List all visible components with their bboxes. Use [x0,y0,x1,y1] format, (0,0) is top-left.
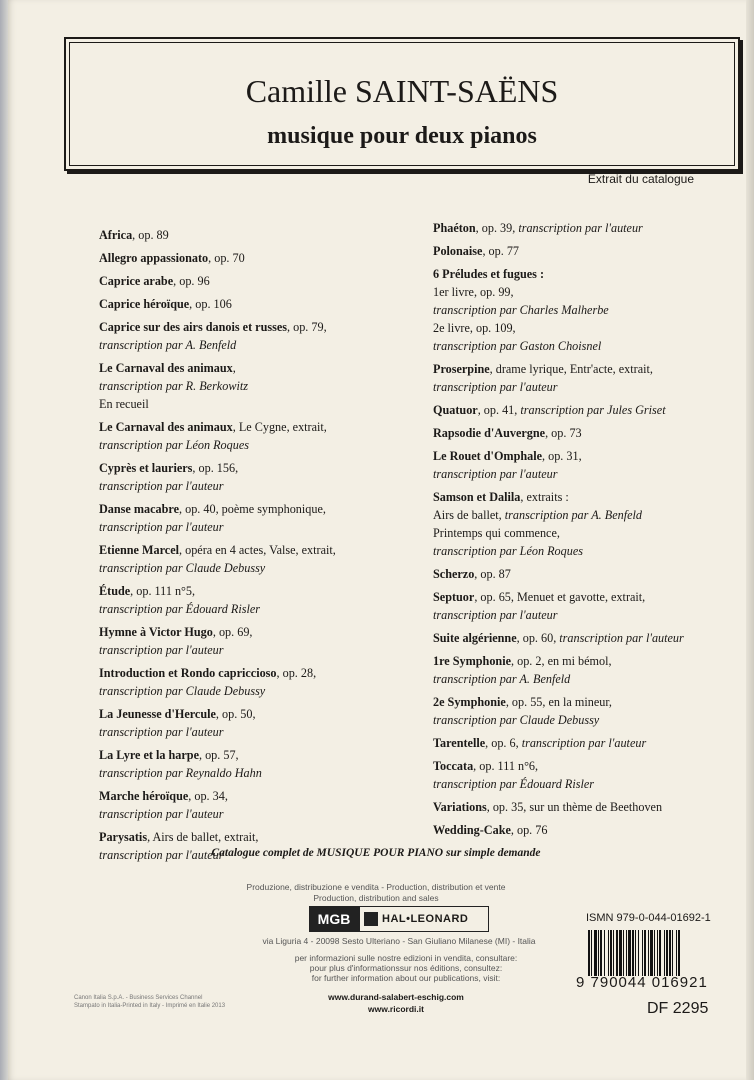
complete-catalogue-note: Catalogue complet de MUSIQUE POUR PIANO sur simple demande [211,847,541,859]
work-details: , opéra en 4 actes, Valse, extrait, [179,543,336,557]
work-title: Suite algérienne [433,631,517,645]
entry-line [99,787,399,805]
transcription-credit: transcription par l'auteur [99,848,224,862]
catalogue-entry [99,623,399,659]
work-title: Wedding-Cake [433,823,511,837]
entry-line [433,588,743,606]
transcription-credit: transcription par A. Benfeld [504,508,642,522]
work-title: Le Rouet d'Omphale [433,449,543,463]
barcode-bar [659,930,661,976]
entry-line [99,336,399,354]
work-title: Caprice sur des airs danois et russes [99,320,288,334]
entry-line [433,652,743,670]
entry-line [99,623,399,641]
entry-line [99,418,399,436]
work-title: Africa [99,228,133,242]
work-title: Septuor [433,590,475,604]
printer-line-2: Stampato in Italia-Printed in Italy - Imprimé en Italie 2013 [74,1003,226,1009]
work-details: , op. 35, sur un thème de Beethoven [486,800,663,814]
work-title: La Jeunesse d'Hercule [99,707,216,721]
work-title: 1re Symphonie [433,654,511,668]
entry-line [99,582,399,600]
catalogue-entry [433,488,743,560]
entry-line [433,465,743,483]
transcription-credit: transcription par l'auteur [433,608,558,622]
entry-line [99,682,399,700]
barcode-bar [616,930,618,976]
info-line-it: per informazioni sulle nostre edizioni in vendita, consultare: [294,953,518,963]
transcription-credit: transcription par l'auteur [518,221,643,235]
entry-line [99,295,399,313]
entry-line [99,764,399,782]
catalogue-entry [99,418,399,454]
composer-name: Camille SAINT-SAËNS [245,73,559,109]
work-details: , op. 57, [198,748,239,762]
work-details: , op. 69, [212,625,253,639]
transcription-credit: transcription par Claude Debussy [99,561,266,575]
work-details: Printemps qui commence, [433,526,560,540]
transcription-credit: transcription par Léon Roques [99,438,249,452]
work-details: , op. 73 [545,426,582,440]
barcode-bar [628,930,631,976]
entry-line [433,629,743,647]
work-details: , op. 79, [287,320,327,334]
barcode-bar [598,930,599,976]
catalogue-entry [99,664,399,700]
work-title: Proserpine [433,362,490,376]
catalogue-entry [433,629,743,647]
transcription-credit: transcription par Reynaldo Hahn [99,766,262,780]
transcription-credit: transcription par l'auteur [99,725,224,739]
catalogue-entry [433,757,743,793]
barcode-bar [657,930,658,976]
hal-leonard-mark-icon [364,912,378,926]
barcode-bar [669,930,671,976]
info-lines [206,953,606,983]
transcription-credit: transcription par l'auteur [99,479,224,493]
transcription-credit: transcription par R. Berkowitz [99,379,248,393]
work-details: En recueil [99,397,149,411]
work-title: Caprice héroïque [99,297,190,311]
entry-line [99,377,399,395]
work-title: Toccata [433,759,474,773]
work-details: , op. 31, [542,449,582,463]
hal-leonard-logo [359,906,489,932]
work-title: Cyprès et lauriers [99,461,193,475]
entry-line [433,711,743,729]
transcription-credit: transcription par Jules Griset [520,403,666,417]
entry-line [433,219,743,237]
entry-line [433,524,743,542]
entry-line [433,757,743,775]
work-details: , op. 106 [189,297,232,311]
entry-line [99,641,399,659]
entry-line [99,477,399,495]
entry-line [99,459,399,477]
barcode-bar [678,930,680,976]
catalogue-entry [99,226,399,244]
publisher-urls [296,991,496,1015]
work-title: 6 Préludes et fugues : [433,267,545,281]
barcode-bar [676,930,677,976]
work-title: 2e Symphonie [433,695,506,709]
entry-line [99,226,399,244]
catalogue-entry [99,318,399,354]
work-title: Phaéton [433,221,476,235]
publisher-address: via Liguria 4 - 20098 Sesto Ulteriano - San Giuliano Milanese (MI) - Italia [262,936,536,946]
entry-line [433,488,743,506]
entry-line [99,395,399,413]
book-spine-edge [0,0,8,1080]
entry-line [433,319,743,337]
entry-line [433,424,743,442]
transcription-credit: transcription par Édouard Risler [433,777,595,791]
work-details: , extraits : [520,490,569,504]
barcode-bar [594,930,597,976]
entry-line [99,559,399,577]
work-title: Etienne Marcel [99,543,179,557]
entry-line [433,447,743,465]
work-title: Scherzo [433,567,475,581]
work-details: , drame lyrique, Entr'acte, extrait, [489,362,653,376]
transcription-credit: transcription par Claude Debussy [433,713,600,727]
entry-line [99,518,399,536]
work-details: , op. 156, [192,461,239,475]
catalogue-entry [433,242,743,260]
catalogue-entry [99,295,399,313]
work-title: Quatuor [433,403,478,417]
entry-line [99,805,399,823]
barcode-bar [638,930,639,976]
catalogue-entry [99,249,399,267]
catalogue-entry [433,565,743,583]
catalogue-subtitle: musique pour deux pianos [267,123,537,149]
transcription-credit: transcription par Gaston Choisnel [433,339,602,353]
work-details: 1er livre, op. 99, [433,285,514,299]
entry-line [433,337,743,355]
work-details: , op. 65, Menuet et gavotte, extrait, [474,590,646,604]
ismn-label: ISMN 979-0-044-01692-1 [586,912,711,924]
barcode-bar [591,930,592,976]
entry-line [433,301,743,319]
transcription-credit: transcription par Édouard Risler [99,602,261,616]
work-details: , op. 87 [474,567,511,581]
work-title: Hymne à Victor Hugo [99,625,213,639]
catalogue-entry [433,588,743,624]
transcription-credit: transcription par Claude Debussy [99,684,266,698]
transcription-credit: transcription par l'auteur [559,631,684,645]
entry-line [433,821,743,839]
work-title: Tarentelle [433,736,486,750]
catalogue-entry [99,582,399,618]
catalogue-entry [99,500,399,536]
barcode-bar [654,930,655,976]
catalogue-entry [433,734,743,752]
catalogue-entry [433,401,743,419]
transcription-credit: transcription par A. Benfeld [99,338,237,352]
transcription-credit: transcription par l'auteur [433,467,558,481]
work-details: , Airs de ballet, extrait, [147,830,259,844]
entry-line [99,359,399,377]
entry-line [433,734,743,752]
entry-line [99,723,399,741]
barcode-icon [588,930,714,978]
transcription-credit: transcription par A. Benfeld [433,672,571,686]
work-details: , Le Cygne, extrait, [232,420,327,434]
work-details: , op. 96 [173,274,210,288]
production-line-2: Production, distribution and sales [313,893,439,903]
barcode-bar [672,930,673,976]
printer-line-1: Canon Italia S.p.A. - Business Services Channel [74,995,203,1001]
barcode-bar [613,930,614,976]
entry-line [433,565,743,583]
transcription-credit: transcription par l'auteur [433,380,558,394]
page-right-edge [746,0,754,1080]
catalogue-entry [433,798,743,816]
barcode-bar [648,930,649,976]
work-title: Marche héroïque [99,789,189,803]
work-details: , op. 77 [482,244,519,258]
catalogue-entry [433,360,743,396]
url-ricordi[interactable]: www.ricordi.it [368,1004,424,1014]
entry-line [433,542,743,560]
work-details: , op. 60, [516,631,560,645]
entry-line [433,242,743,260]
work-details: , op. 39, [475,221,519,235]
catalogue-entry [99,272,399,290]
entry-line [433,798,743,816]
barcode-bar [608,930,609,976]
work-details: Airs de ballet, [433,508,505,522]
work-details: , op. 28, [276,666,317,680]
barcode-bar [626,930,627,976]
barcode-bar [604,930,605,976]
entry-line [433,606,743,624]
entry-line [99,318,399,336]
catalogue-entry [433,447,743,483]
entry-line [99,436,399,454]
work-title: Variations [433,800,487,814]
entry-line [99,600,399,618]
work-title: Introduction et Rondo capriccioso [99,666,277,680]
mgb-logo: MGB [309,906,359,932]
work-details: , op. 111 n°6, [473,759,539,773]
entry-line [433,775,743,793]
entry-line [433,283,743,301]
transcription-credit: transcription par Charles Malherbe [433,303,609,317]
work-title: Le Carnaval des animaux [99,420,233,434]
catalogue-page [6,0,746,1080]
entry-line [99,705,399,723]
publisher-logo [309,906,489,932]
catalogue-entry [433,821,743,839]
work-details: , [232,361,236,375]
right-work-list [433,219,743,844]
work-title: Rapsodie d'Auvergne [433,426,546,440]
url-durand[interactable]: www.durand-salabert-eschig.com [328,992,464,1002]
catalogue-entry [99,787,399,823]
work-title: La Lyre et la harpe [99,748,199,762]
work-details: , op. 2, en mi bémol, [511,654,612,668]
barcode-bar [632,930,634,976]
catalog-number: DF 2295 [647,1000,709,1017]
info-line-fr: pour plus d'informationssur nos éditions, consultez: [309,963,503,973]
work-details: , op. 41, [477,403,521,417]
work-title: Samson et Dalila [433,490,521,504]
title-frame-inner [69,42,735,166]
work-details: 2e livre, op. 109, [433,321,516,335]
entry-line [99,541,399,559]
barcode-bar [635,930,636,976]
entry-line [433,378,743,396]
transcription-credit: transcription par Léon Roques [433,544,583,558]
entry-line [433,401,743,419]
work-title: Parysatis [99,830,148,844]
catalogue-entry [99,359,399,413]
work-details: , op. 89 [132,228,169,242]
entry-line [99,272,399,290]
printer-credit [74,994,225,1010]
work-details: , op. 55, en la mineur, [505,695,612,709]
barcode-bar [588,930,590,976]
work-title: Danse macabre [99,502,179,516]
barcode-bar [664,930,665,976]
catalogue-entry [433,424,743,442]
entry-line [433,693,743,711]
catalogue-entry [433,693,743,729]
transcription-credit: transcription par l'auteur [99,520,224,534]
work-title: Le Carnaval des animaux [99,361,233,375]
entry-line [99,828,399,846]
production-line-1: Produzione, distribuzione e vendita - Production, distribution et vente [246,882,506,892]
catalogue-entry [433,652,743,688]
work-details: , op. 40, poème symphonique, [179,502,326,516]
hal-leonard-label: HAL•LEONARD [382,913,469,925]
transcription-credit: transcription par l'auteur [521,736,647,750]
work-details: , op. 111 n°5, [130,584,196,598]
catalogue-entry [99,746,399,782]
barcode-bar [642,930,643,976]
work-title: Allegro appassionato [99,251,209,265]
catalogue-entry [99,705,399,741]
catalogue-entry [433,219,743,237]
catalogue-entry [433,265,743,355]
work-title: Caprice arabe [99,274,174,288]
entry-line [433,506,743,524]
transcription-credit: transcription par l'auteur [99,807,224,821]
entry-line [433,670,743,688]
entry-line [99,249,399,267]
work-details: , op. 50, [215,707,256,721]
work-title: Étude [99,584,131,598]
transcription-credit: transcription par l'auteur [99,643,224,657]
barcode-bar [619,930,622,976]
title-frame [64,37,740,171]
entry-line [433,265,743,283]
entry-line [99,500,399,518]
catalogue-entry [99,541,399,577]
barcode-bar [650,930,653,976]
barcode-bar [623,930,624,976]
info-line-en: for further information about our publications, visit: [311,973,501,983]
work-details: , op. 34, [188,789,228,803]
left-work-list [99,226,399,869]
entry-line [99,664,399,682]
work-details: , op. 70 [208,251,245,265]
work-details: , op. 6, [485,736,522,750]
work-details: , op. 76 [510,823,548,837]
barcode-bar [644,930,646,976]
barcode-number: 9 790044 016921 [576,974,708,991]
catalogue-extract-label: Extrait du catalogue [587,172,694,186]
barcode-bar [666,930,668,976]
barcode-bar [610,930,612,976]
work-title: Polonaise [433,244,483,258]
barcode-bar [600,930,602,976]
catalogue-entry [99,459,399,495]
entry-line [433,360,743,378]
entry-line [99,746,399,764]
